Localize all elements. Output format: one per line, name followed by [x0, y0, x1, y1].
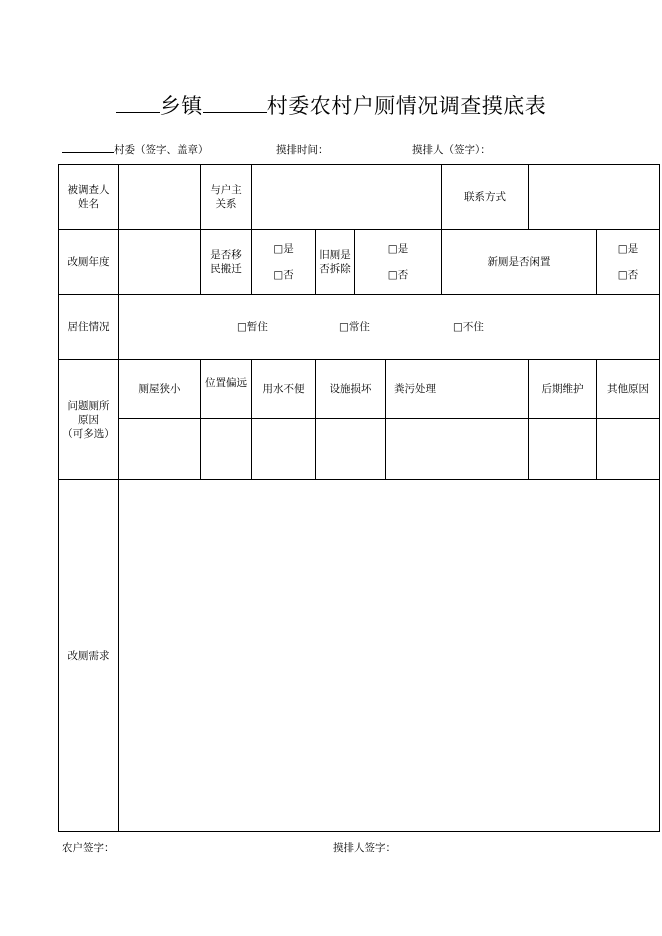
reason-cell[interactable] [201, 419, 252, 480]
reason-header: 粪污处理 [386, 360, 529, 419]
reason-header: 后期维护 [529, 360, 597, 419]
relocation-no-checkbox[interactable]: □否 [273, 269, 294, 281]
reason-header: 设施损坏 [316, 360, 386, 419]
township-blank[interactable] [116, 94, 160, 113]
surveyor-sign-label: 摸排人（签字）： [412, 144, 491, 156]
reason-cell[interactable] [386, 419, 529, 480]
renovation-year-label: 改厕年度 [59, 230, 119, 295]
reason-cell[interactable] [316, 419, 386, 480]
title-part1: 乡镇 [159, 94, 203, 118]
survey-form-table [58, 164, 660, 832]
household-sign-label: 农户签字： [62, 842, 115, 854]
reason-header: 厕屋狭小 [119, 360, 201, 419]
respondent-name-field[interactable] [119, 165, 201, 230]
relation-field[interactable] [252, 165, 442, 230]
renovation-year-field[interactable] [119, 230, 201, 295]
reason-header: 位置偏远 [201, 360, 252, 419]
reason-cell[interactable] [597, 419, 660, 480]
demolished-no-checkbox[interactable]: □否 [387, 269, 409, 281]
relocation-label: 是否移 民搬迁 [201, 230, 252, 295]
village-name-blank[interactable] [62, 142, 114, 153]
renovation-needs-field[interactable] [119, 480, 660, 832]
title-part2: 村委农村户厕情况调查摸底表 [266, 94, 547, 118]
reason-cell[interactable] [529, 419, 597, 480]
demolished-options [355, 230, 442, 295]
inspector-sign-label: 摸排人签字： [333, 842, 396, 854]
residence-label: 居住情况 [59, 295, 119, 360]
page-title [0, 90, 662, 120]
idle-options [597, 230, 660, 295]
renovation-needs-label: 改厕需求 [59, 480, 119, 832]
reason-cell[interactable] [119, 419, 201, 480]
residence-permanent-checkbox[interactable]: □常住 [339, 321, 370, 333]
reason-cell[interactable] [252, 419, 316, 480]
village-sign-label: 村委（签字、盖章） [114, 144, 209, 156]
residence-none-checkbox[interactable]: □不住 [453, 321, 484, 333]
old-toilet-demolished-label: 旧厕是 否拆除 [316, 230, 355, 295]
idle-yes-checkbox[interactable]: □是 [617, 243, 639, 255]
relocation-options [252, 230, 316, 295]
contact-field[interactable] [529, 165, 660, 230]
demolished-yes-checkbox[interactable]: □是 [387, 243, 409, 255]
residence-temporary-checkbox[interactable]: □暂住 [237, 321, 268, 333]
survey-time-label: 摸排时间： [276, 144, 329, 156]
village-sign-line [62, 142, 209, 157]
reason-header: 其他原因 [597, 360, 660, 419]
relation-label: 与户主 关系 [201, 165, 252, 230]
problem-reason-label: 问题厕所 原因 （可多选） [59, 360, 119, 480]
idle-no-checkbox[interactable]: □否 [617, 269, 639, 281]
residence-options [119, 295, 660, 360]
contact-label: 联系方式 [442, 165, 529, 230]
respondent-name-label: 被调查人 姓名 [59, 165, 119, 230]
new-toilet-idle-label: 新厕是否闲置 [442, 230, 597, 295]
reason-header: 用水不便 [252, 360, 316, 419]
village-blank[interactable] [203, 94, 267, 113]
relocation-yes-checkbox[interactable]: □是 [273, 243, 294, 255]
